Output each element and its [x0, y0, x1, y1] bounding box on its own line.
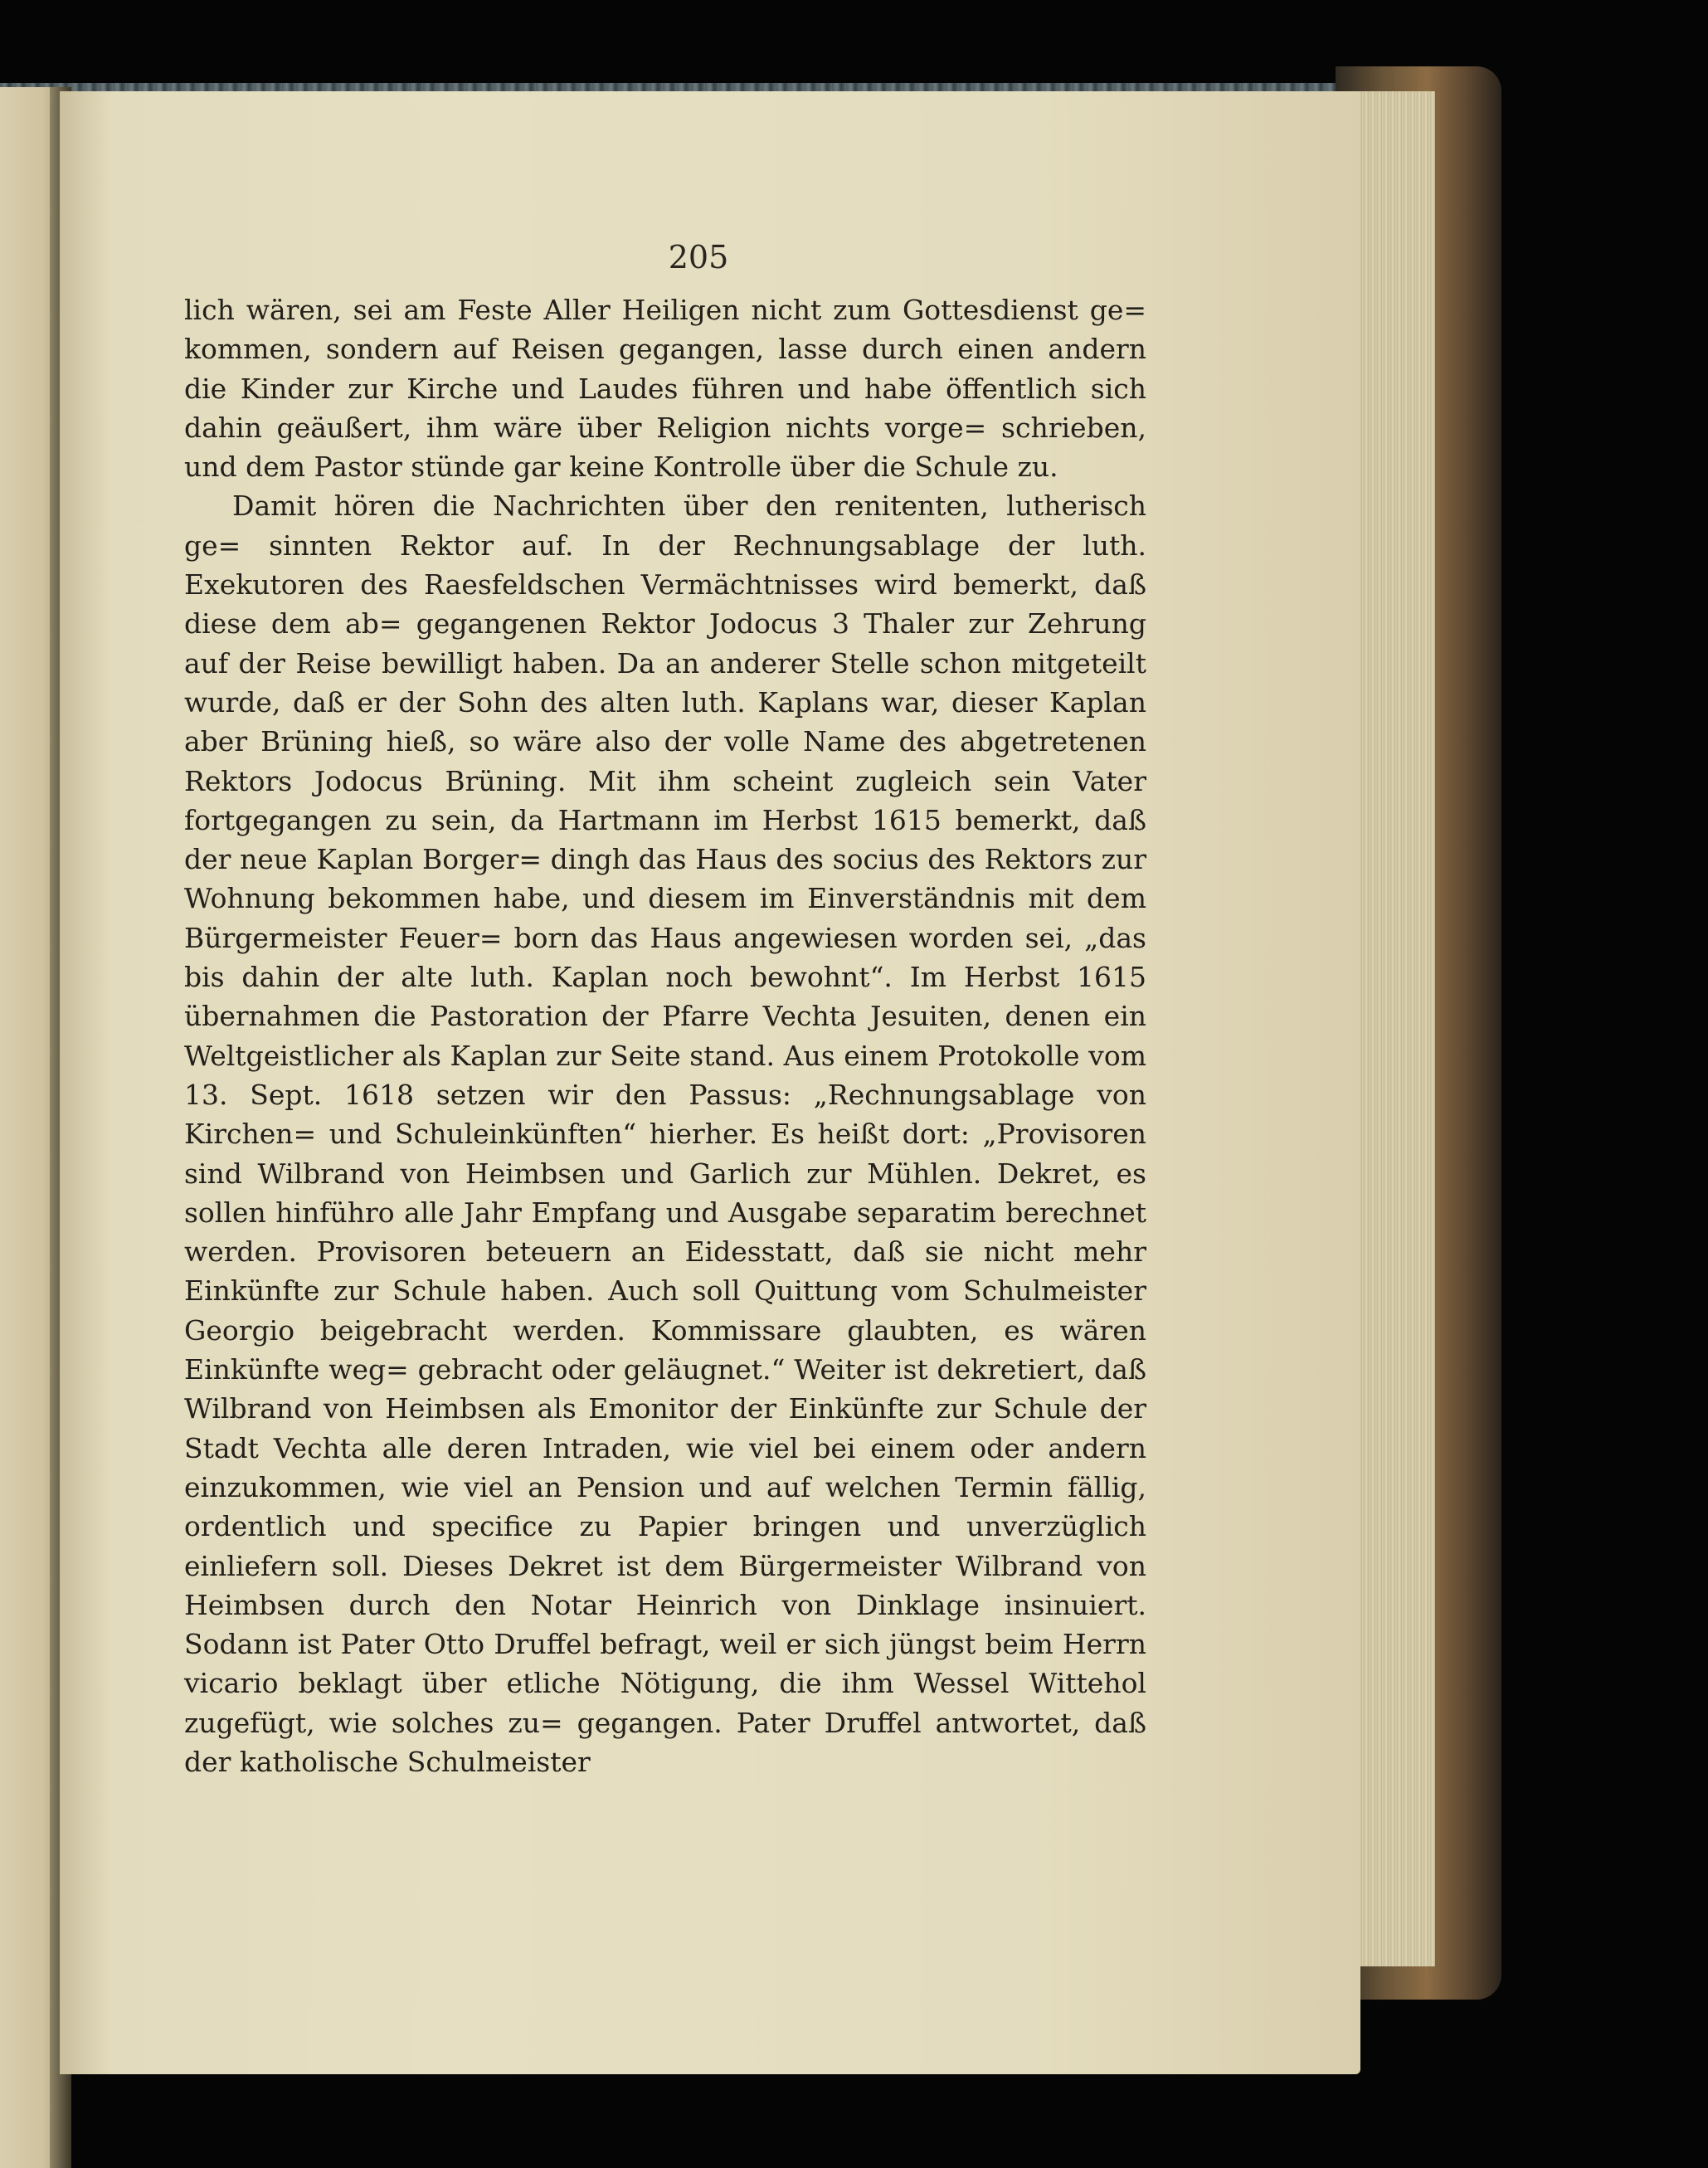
page-number: 205: [668, 239, 729, 275]
body-text: [184, 290, 1146, 1781]
paragraph: Damit hören die Nachrichten über den renitenten, lutherisch ge= sinnten Rektor auf. In der Rechnungsablage der luth. Exekutoren des Raesfeldschen Vermächtnisses wird bemerkt, daß diese dem ab= gegangenen Rektor Jodocus 3 Thaler zur Zehrung auf der Reise bewilligt haben. Da an anderer Stelle schon mitgeteilt wurde, daß er der Sohn des alten luth. Kaplans war, dieser Kaplan aber Brüning hieß, so wäre also der volle Name des abgetretenen Rektors Jodocus Brüning. Mit ihm scheint zugleich sein Vater fortgegangen zu sein, da Hartmann im Herbst 1615 bemerkt, daß der neue Kaplan Borger= dingh das Haus des socius des Rektors zur Wohnung bekommen habe, und diesem im Einverständnis mit dem Bürgermeister Feuer= born das Haus angewiesen worden sei, „das bis dahin der alte luth. Kaplan noch bewohnt“. Im Herbst 1615 übernahmen die Pastoration der Pfarre Vechta Jesuiten, denen ein Weltgeistlicher als Kaplan zur Seite stand. Aus einem Protokolle vom 13. Sept. 1618 setzen wir den Passus: „Rechnungsablage von Kirchen= und Schuleinkünften“ hierher. Es heißt dort: „Provisoren sind Wilbrand von Heimbsen und Garlich zur Mühlen. Dekret, es sollen hinführo alle Jahr Empfang und Ausgabe separatim berechnet werden. Provisoren beteuern an Eidesstatt, daß sie nicht mehr Einkünfte zur Schule haben. Auch soll Quittung vom Schulmeister Georgio beigebracht werden. Kommissare glaubten, es wären Einkünfte weg= gebracht oder geläugnet.“ Weiter ist dekretiert, daß Wilbrand von Heimbsen als Emonitor der Einkünfte zur Schule der Stadt Vechta alle deren Intraden, wie viel bei einem oder andern einzukommen, wie viel an Pension und auf welchen Termin fällig, ordentlich und specifice zu Papier bringen und unverzüglich einliefern soll. Dieses Dekret ist dem Bürgermeister Wilbrand von Heimbsen durch den Notar Heinrich von Dinklage insinuiert. Sodann ist Pater Otto Druffel befragt, weil er sich jüngst beim Herrn vicario beklagt über etliche Nötigung, die ihm Wessel Wittehol zugefügt, wie solches zu= gegangen. Pater Druffel antwortet, daß der katholische Schulmeister: [184, 490, 1146, 1778]
book-page: [60, 91, 1360, 2074]
paragraph-continued: lich wären, sei am Feste Aller Heiligen nicht zum Gottesdienst ge= kommen, sondern auf Reisen gegangen, lasse durch einen andern die Kinder zur Kirche und Laudes führen und habe öffentlich sich dahin geäußert, ihm wäre über Religion nichts vorge= schrieben, und dem Pastor stünde gar keine Kontrolle über die Schule zu.: [184, 294, 1146, 484]
